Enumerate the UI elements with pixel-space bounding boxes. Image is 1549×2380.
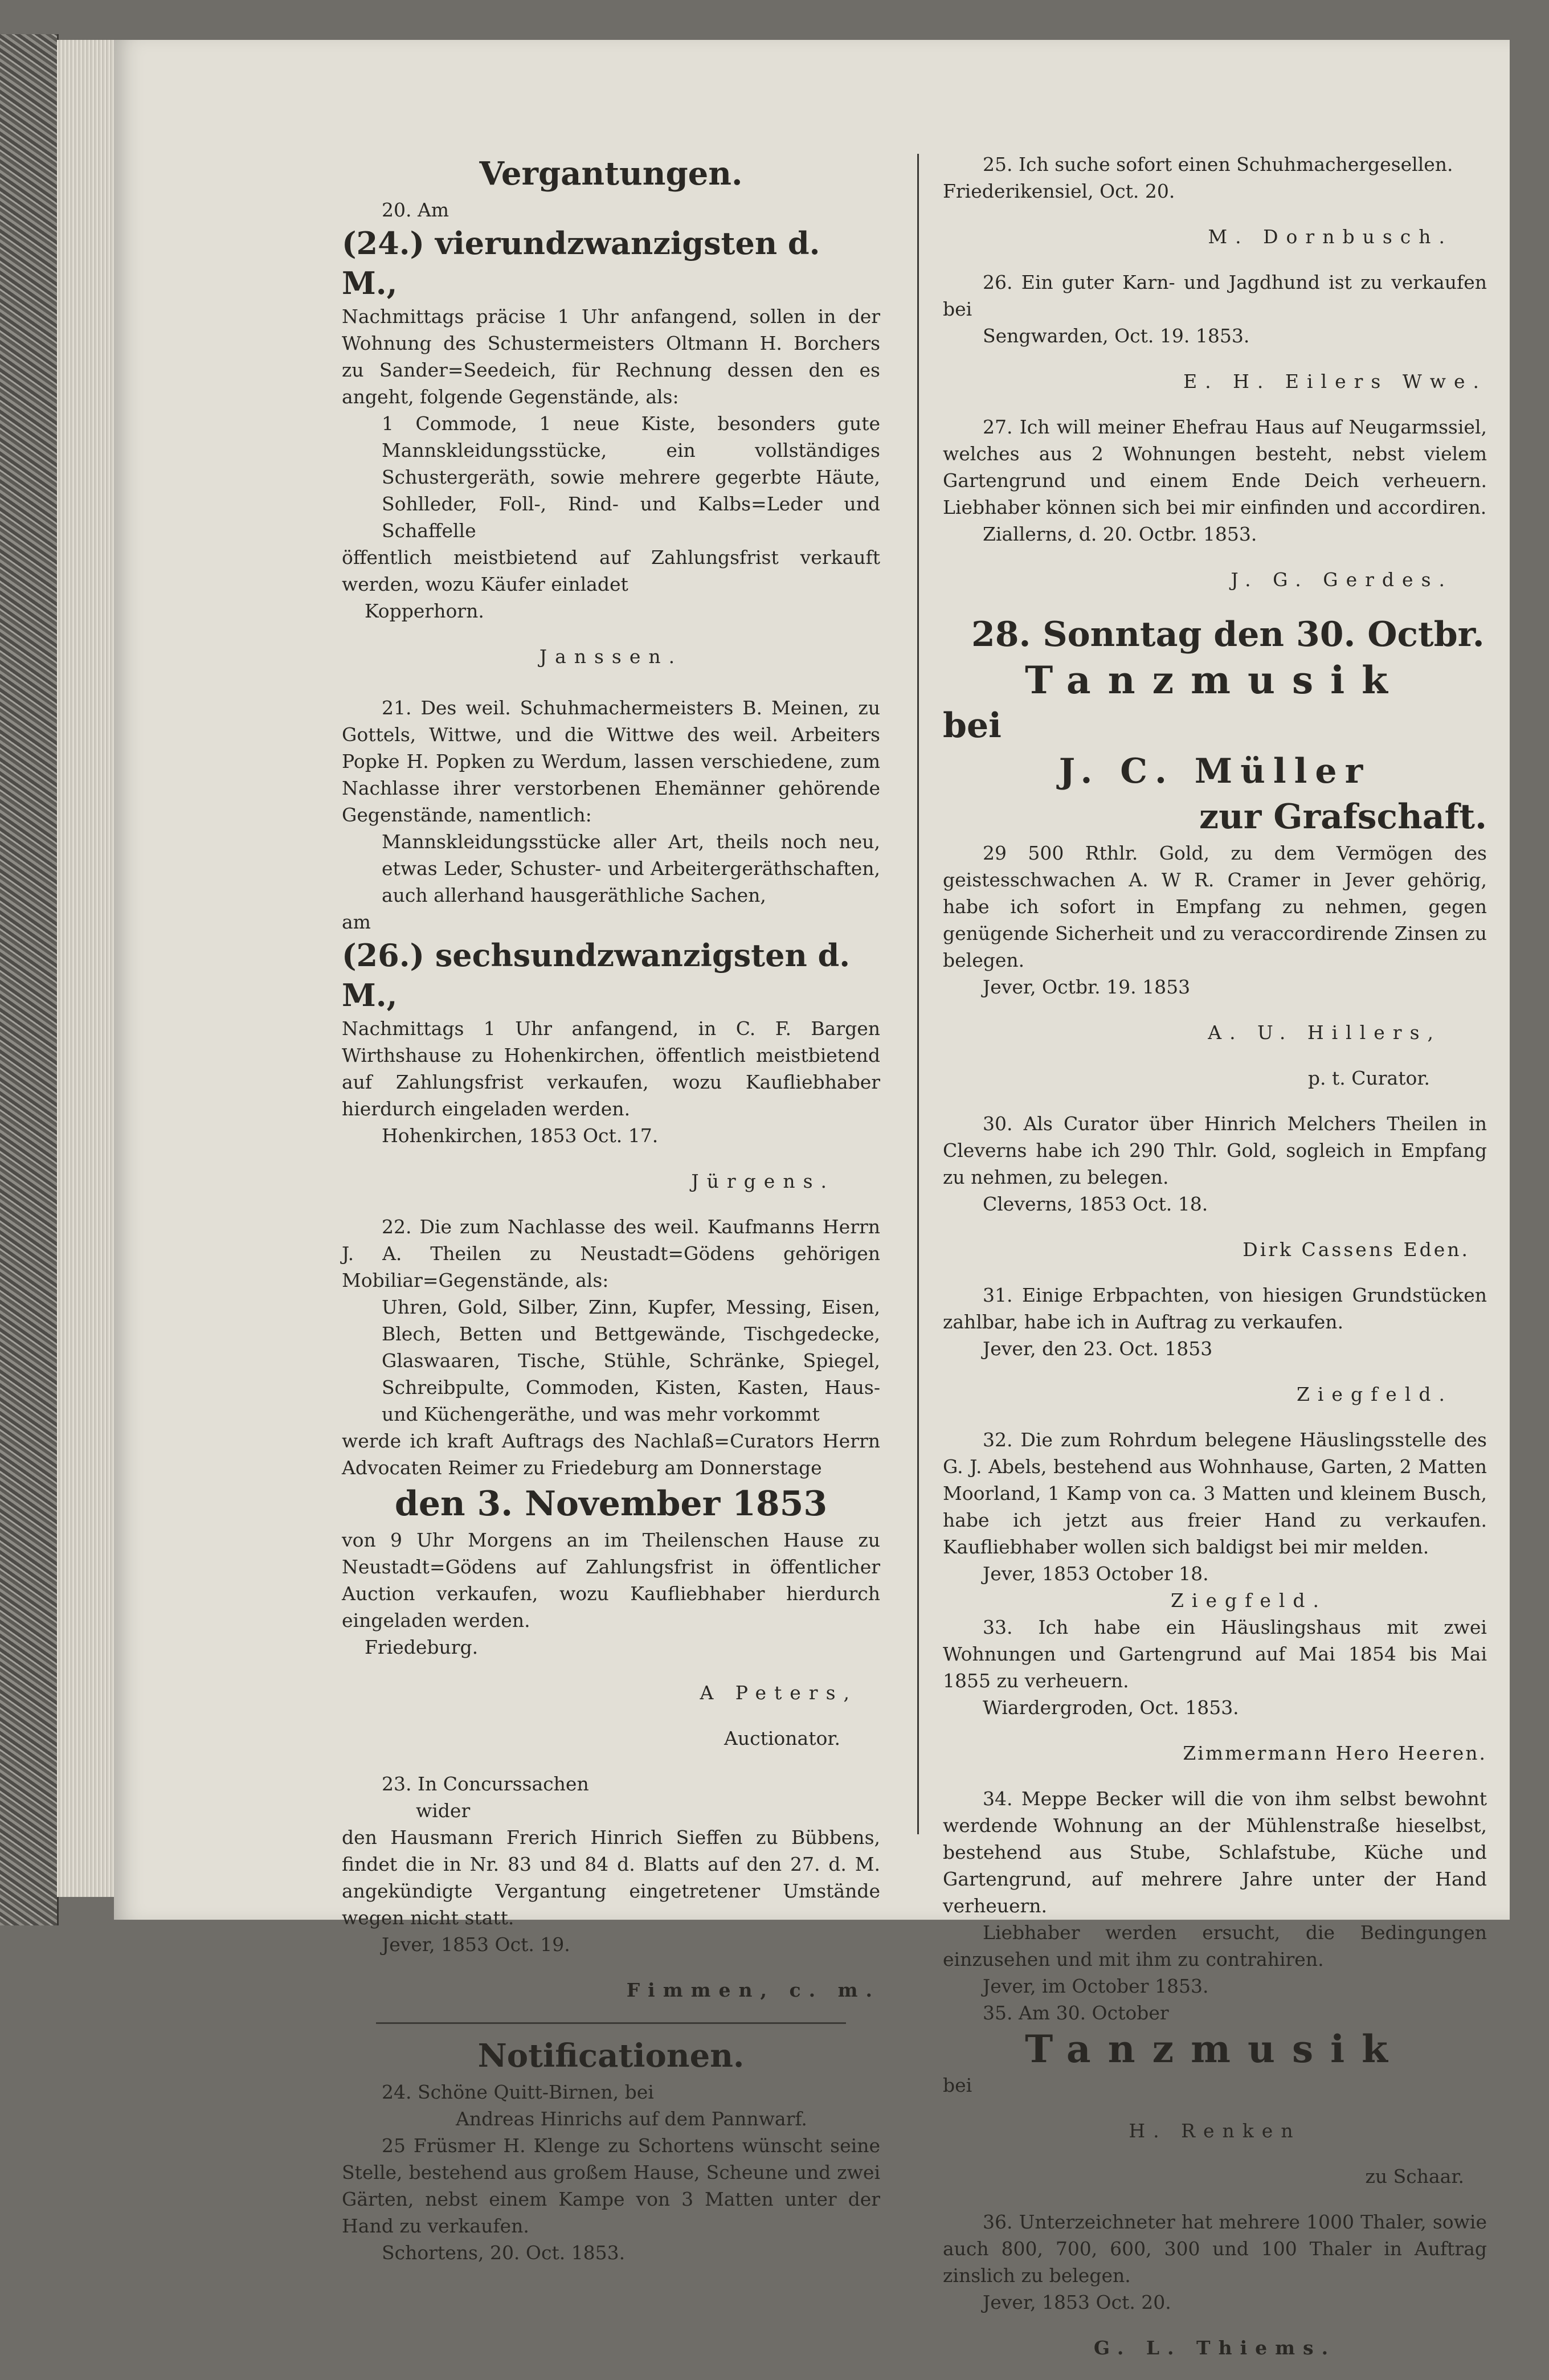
notice-36-text: 36. Unterzeichneter hat mehrere 1000 Thaler, sowie auch 800, 700, 600, 300 und 100 Thaler in Auftrag zinslich zu belegen. [943,2211,1487,2287]
notice-31-dateline: Jever, den 23. Oct. 1853 [983,1338,1213,1360]
notice-28-bei: bei [943,706,1002,746]
notice-28-date: 28. Sonntag den 30. Octbr. [971,615,1485,655]
notice-25 [342,2132,880,2266]
notice-30-text: 30. Als Curator über Hinrich Melchers Theilen in Cleverns habe ich 290 Thlr. Gold, sogleich in Empfang zu nehmen, zu belegen. [943,1113,1487,1188]
notice-22-signature: A Peters, [700,1682,857,1704]
notice-30 [943,1110,1487,1263]
notice-24-line1: 24. Schöne Quitt-Birnen, bei [382,2081,654,2103]
notice-27-dateline: Ziallerns, d. 20. Octbr. 1853. [983,523,1257,545]
notice-30-signature: Dirk Cassens Eden. [1243,1238,1470,1261]
notice-35-name: H. Renken [1129,2120,1301,2142]
notice-33-text: 33. Ich habe ein Häuslingshaus mit zwei Wohnungen und Gartengrund auf Mai 1854 bis Mai 1855 zu verheuern. [943,1616,1487,1692]
page-edges [57,40,114,1897]
notice-35-tanzmusik: Tanzmusik [1025,2027,1405,2071]
notice-29-role: p. t. Curator. [1307,1067,1430,1089]
notice-35-intro: 35. Am 30. October [983,2002,1169,2024]
notice-21-am: am [342,911,371,933]
notice-31-signature: Ziegfeld. [1296,1383,1453,1405]
notice-21-text: 21. Des weil. Schuhmachermeisters B. Meinen, zu Gottels, Wittwe, und die Wittwe des weil. Arbeiters Popke H. Popken zu Werdum, lassen verschiedene, zum Nachlasse ihrer verstorbenen Ehemänner gehörende Gegenstände, namentlich: [342,697,880,826]
notice-21-items: Mannskleidungsstücke aller Art, theils noch neu, etwas Leder, Schuster- und Arbeitergeräthschaften, auch allerhand hausgeräthliche Sachen, [382,831,880,906]
notice-22-date: den 3. November 1853 [394,1484,828,1524]
notice-28-tanzmusik: Tanzmusik [1025,658,1405,702]
notice-29 [943,840,1487,1091]
notice-32-signature: Ziegfeld. [1171,1589,1327,1612]
notice-20-items: 1 Commode, 1 neue Kiste, besonders gute Mannskleidungsstücke, ein vollständiges Schustergeräth, sowie mehrere gegerbte Häute, Sohlleder, Foll-, Rind- und Kalbs=Leder und Schaffelle [382,412,880,542]
notice-20 [342,197,880,670]
notice-20-signature: Janssen. [539,645,683,668]
notice-26-signature: E. H. Eilers Wwe. [1183,370,1487,392]
notice-29-text: 29 500 Rthlr. Gold, zu dem Vermögen des geistesschwachen A. W R. Cramer in Jever gehörig, habe ich sofort in Empfang zu nehmen, gegen genügende Sicherheit und zu veraccordirende Zinsen zu belegen. [943,842,1487,971]
notice-34-text2: Liebhaber werden ersucht, die Bedingungen einzusehen und mit ihm zu contrahiren. [943,1921,1487,1970]
column-rule [917,154,919,1834]
notice-23-signature: Fimmen, c. m. [626,1979,880,2001]
notice-36 [943,2209,1487,2361]
notice-23-text: den Hausmann Frerich Hinrich Sieffen zu Bübbens, findet die in Nr. 83 und 84 d. Blatts auf den 27. d. M. angekündigte Vergantung eingetretener Umstände wegen nicht statt. [342,1826,880,1929]
section-divider [376,2022,846,2024]
notice-29-dateline: Jever, Octbr. 19. 1853 [983,976,1191,998]
notice-20-date: (24.) vierundzwanzigsten d. M., [342,225,820,301]
notice-24-line2: Andreas Hinrichs auf dem Pannwarf. [456,2108,807,2130]
notice-24 [342,2079,880,2132]
notice-28 [943,612,1487,840]
notice-34-text: 34. Meppe Becker will die von ihm selbst bewohnt werdende Wohnung an der Mühlenstraße hieselbst, bestehend aus Stube, Schlafstube, Küche und Gartengrund, auf mehrere Jahre unter der Hand verheuern. [943,1788,1487,1917]
notice-29-signature: A. U. Hillers, [1208,1021,1441,1044]
notice-25b [943,151,1487,250]
notice-31 [943,1282,1487,1408]
notice-33 [943,1614,1487,1766]
notice-27 [943,414,1487,593]
notice-21-text2: Nachmittags 1 Uhr anfangend, in C. F. Bargen Wirthshause zu Hohenkirchen, öffentlich meistbietend auf Zahlungsfrist verkaufen, wozu Kaufliebhaber hierdurch eingeladen werden. [342,1017,880,1120]
notice-22-role: Auctionator. [724,1727,840,1749]
notice-21-dateline: Hohenkirchen, 1853 Oct. 17. [382,1124,659,1147]
notice-27-signature: J. G. Gerdes. [1231,569,1453,591]
notice-22-text: 22. Die zum Nachlasse des weil. Kaufmanns Herrn J. A. Theilen zu Neustadt=Gödens gehörigen Mobiliar=Gegenstände, als: [342,1216,880,1291]
notice-30-dateline: Cleverns, 1853 Oct. 18. [983,1193,1208,1215]
notice-21-signature: Jürgens. [691,1170,835,1192]
notice-20-place: Kopperhorn. [365,600,484,622]
notice-32-dateline: Jever, 1853 October 18. [983,1563,1209,1585]
notice-34-dateline: Jever, im October 1853. [983,1975,1209,1997]
notice-31-text: 31. Einige Erbpachten, von hiesigen Grundstücken zahlbar, habe ich in Auftrag zu verkaufen. [943,1284,1487,1333]
notice-33-dateline: Wiardergroden, Oct. 1853. [983,1696,1239,1719]
notice-35-place: zu Schaar. [1365,2165,1464,2187]
notice-25-text: 25 Früsmer H. Klenge zu Schortens wünscht seine Stelle, bestehend aus großem Hause, Scheune und zwei Gärten, nebst einem Kampe von 3 Matten unter der Hand zu verkaufen. [342,2134,880,2237]
notice-23-intro: 23. In Concurssachen [382,1773,589,1795]
notice-20-end: öffentlich meistbietend auf Zahlungsfrist verkauft werden, wozu Käufer einladet [342,546,880,595]
notice-22-place: Friedeburg. [365,1636,479,1658]
notice-33-signature: Zimmermann Hero Heeren. [1183,1742,1487,1764]
notice-21-date: (26.) sechsundzwanzigsten d. M., [342,937,851,1013]
notice-26 [943,269,1487,395]
notice-32 [943,1426,1487,1614]
notice-22-items: Uhren, Gold, Silber, Zinn, Kupfer, Messing, Eisen, Blech, Betten und Bettgewände, Tischgedecke, Glaswaaren, Tische, Stühle, Schränke, Spiegel, Schreibpulte, Commoden, Kisten, Kasten, Haus- und Küchengeräthe, und was mehr vorkommt [382,1296,880,1425]
notice-23-dateline: Jever, 1853 Oct. 19. [382,1933,570,1956]
notice-25b-text: 25. Ich suche sofort einen Schuhmachergesellen. [983,153,1453,175]
notice-25b-signature: M. Dornbusch. [1208,226,1453,248]
notice-28-name: J. C. Müller [1058,751,1371,791]
notice-36-signature: G. L. Thiems. [1093,2337,1337,2359]
book-spine [0,34,59,1925]
notice-22-text2: werde ich kraft Auftrags des Nachlaß=Curators Herrn Advocaten Reimer zu Friedeburg am Donnerstage [342,1430,880,1479]
section-heading-notificationen: Notificationen. [477,2037,745,2075]
notice-23-wider: wider [416,1800,471,1822]
notice-28-place: zur Grafschaft. [1199,797,1487,837]
notice-35-bei: bei [943,2074,972,2096]
notice-32-text: 32. Die zum Rohrdum belegene Häuslingsstelle des G. J. Abels, bestehend aus Wohnhause, Garten, 2 Matten Moorland, 1 Kamp von ca. 3 Matten und kleinem Busch, habe ich jetzt aus freier Hand zu verkaufen. Kaufliebhaber wollen sich baldigst bei mir melden. [943,1429,1487,1558]
notice-26-text: 26. Ein guter Karn- und Jagdhund ist zu verkaufen bei [943,271,1487,320]
notice-20-intro: 20. Am [382,199,449,221]
left-column [342,151,880,2266]
notice-35 [943,1999,1487,2190]
notice-25b-dateline: Friederikensiel, Oct. 20. [943,180,1175,202]
section-heading-vergantungen: Vergantungen. [479,155,743,193]
notice-26-dateline: Sengwarden, Oct. 19. 1853. [983,325,1250,347]
notice-36-dateline: Jever, 1853 Oct. 20. [983,2291,1171,2313]
notice-20-text: Nachmittags präcise 1 Uhr anfangend, sollen in der Wohnung des Schustermeisters Oltmann H. Borchers zu Sander=Seedeich, für Rechnung dessen den es angeht, folgende Gegenstände, als: [342,305,880,408]
notice-23 [342,1770,880,2003]
notice-27-text: 27. Ich will meiner Ehefrau Haus auf Neugarmssiel, welches aus 2 Wohnungen besteht, nebst vielem Gartengrund und einem Ende Deich verheuern. Liebhaber können sich bei mir einfinden und accordiren. [943,416,1487,518]
notice-25-dateline: Schortens, 20. Oct. 1853. [382,2242,626,2264]
right-column [943,151,1487,2380]
notice-22-text3: von 9 Uhr Morgens an im Theilenschen Hause zu Neustadt=Gödens auf Zahlungsfrist in öffentlicher Auction verkaufen, wozu Kaufliebhaber hierdurch eingeladen werden. [342,1529,880,1631]
notice-34 [943,1785,1487,1999]
notice-22 [342,1213,880,1752]
notice-21 [342,694,880,1195]
